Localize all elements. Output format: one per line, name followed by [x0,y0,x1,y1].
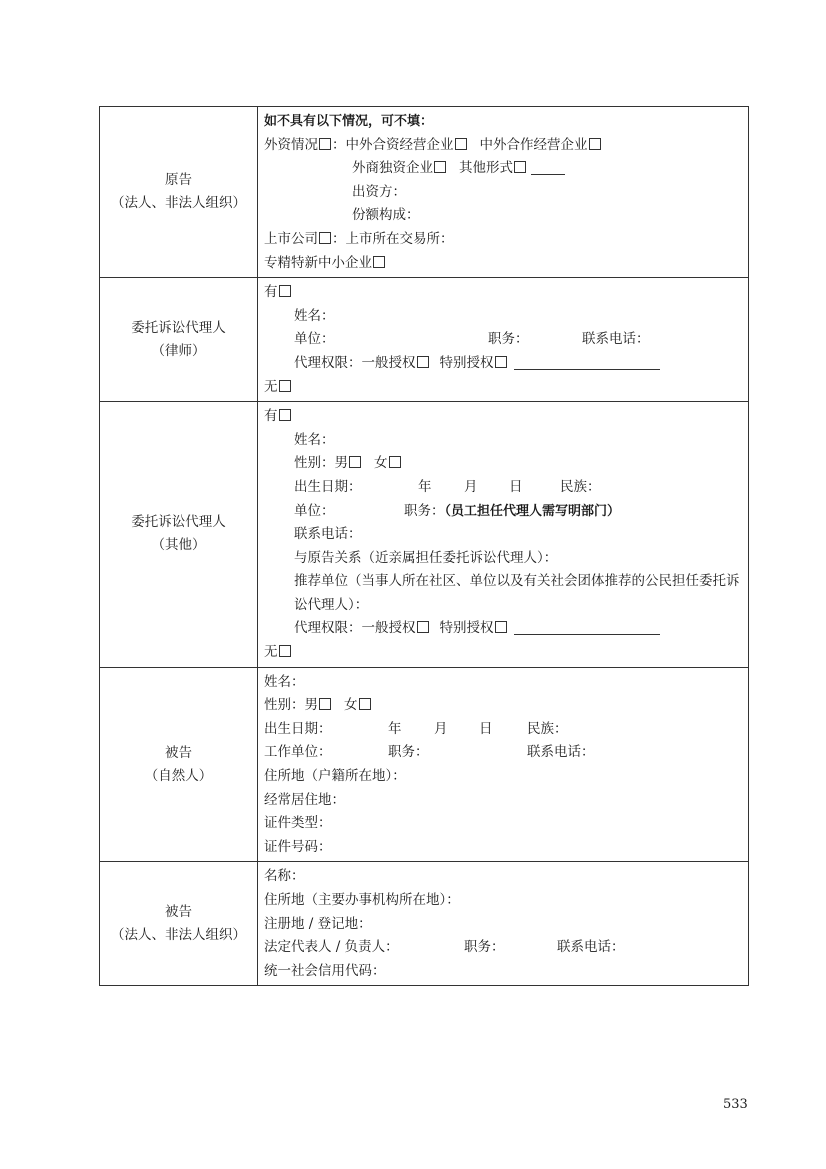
label-defendant-person [100,667,258,862]
listed-exchange-label: ：上市所在交易所： [332,230,454,247]
legal-rep-line [264,936,742,960]
gender-line [264,452,742,476]
checkbox-special-authority[interactable] [495,621,507,633]
special-authority-blank[interactable] [514,355,660,370]
birth-field: 出生日期： [294,478,362,495]
cooperative-label: 中外合作经营企业 [479,136,588,153]
checkbox-wholly-foreign[interactable] [434,161,446,173]
name-field: 姓名： [294,431,335,448]
label-sub: （法人、非法人组织） [111,195,246,212]
checkbox-sme[interactable] [373,256,385,268]
year-label: 年 [388,720,402,737]
content-plaintiff-org [258,107,749,278]
ethnic-field: 民族： [560,478,601,495]
foreign-capital-line [264,134,742,158]
authority-line [264,352,742,376]
checkbox-yes[interactable] [279,409,291,421]
label-sub: （法人、非法人组织） [111,926,246,943]
position-field: 职务： [464,939,505,956]
label-main: 委托诉讼代理人 [131,514,226,531]
id-type-field: 证件类型： [264,815,332,832]
listed-label: 上市公司 [264,230,318,247]
birth-line [264,718,742,742]
position-field: 职务： [388,744,429,761]
checkbox-other-form[interactable] [514,161,526,173]
label-agent-other [100,402,258,668]
phone-field: 联系电话： [294,526,362,543]
org-name-field: 名称： [264,868,305,885]
checkbox-no[interactable] [279,645,291,657]
no-agent-line [264,641,742,665]
month-label: 月 [434,720,448,737]
id-number-field: 证件号码： [264,838,332,855]
row-defendant-person [100,667,749,862]
wholly-foreign-label: 外商独资企业 [352,160,433,177]
special-authority-blank[interactable] [514,620,660,635]
row-defendant-org [100,862,749,986]
has-agent-line [264,281,742,305]
checkbox-male[interactable] [349,456,361,468]
no-label: 无 [264,378,278,395]
name-field: 姓名： [294,307,335,324]
authority-line [264,617,742,641]
year-label: 年 [418,478,432,495]
phone-field: 联系电话： [527,744,595,761]
checkbox-general-authority[interactable] [417,356,429,368]
unit-field: 单位： [294,502,335,519]
birth-field: 出生日期： [264,720,332,737]
day-label: 日 [479,720,493,737]
foreign-capital-line-2 [264,157,742,181]
birth-line [264,476,742,500]
domicile-field: 住所地（户籍所在地）： [264,768,406,785]
work-unit-field: 工作单位： [264,744,332,761]
position-field: 职务： [404,502,445,519]
label-main: 原告 [165,172,192,189]
general-authority-label: 代理权限：一般授权 [294,354,416,371]
position-note: （员工担任代理人需写明部门） [444,503,621,519]
content-defendant-person [258,667,749,862]
checkbox-female[interactable] [389,456,401,468]
joint-venture-label: ：中外合资经营企业 [332,136,454,153]
label-agent-lawyer [100,278,258,402]
row-plaintiff-org [100,107,749,278]
female-label: 女 [344,697,358,714]
position-field: 职务： [488,331,529,348]
other-form-blank[interactable] [531,160,565,175]
label-main: 委托诉讼代理人 [131,319,226,336]
unit-line [264,500,742,524]
ethnic-field: 民族： [527,720,568,737]
checkbox-special-authority[interactable] [495,356,507,368]
day-label: 日 [509,478,523,495]
name-field: 姓名： [264,673,305,690]
page-number: 533 [723,1097,748,1112]
complaint-form-table [99,106,749,986]
other-form-label: 其他形式 [459,160,513,177]
work-line [264,741,742,765]
special-authority-label: 特别授权 [439,354,494,371]
checkbox-no[interactable] [279,380,291,392]
label-sub: （自然人） [144,767,213,784]
checkbox-foreign[interactable] [319,138,331,150]
checkbox-general-authority[interactable] [417,621,429,633]
row-agent-lawyer [100,278,749,402]
phone-field: 联系电话： [557,939,625,956]
sme-line [264,252,742,276]
foreign-capital-label: 外资情况 [264,136,318,153]
registered-field: 注册地 / 登记地： [264,915,372,932]
share-field: 份额构成： [352,207,420,224]
sme-label: 专精特新中小企业 [264,254,372,271]
no-agent-line [264,376,742,400]
unit-line [264,328,742,352]
special-authority-label: 特别授权 [439,620,494,637]
label-sub: （其他） [151,537,206,554]
month-label: 月 [464,478,478,495]
phone-field: 联系电话： [582,331,650,348]
content-agent-other [258,402,749,668]
label-sub: （律师） [151,342,206,359]
label-defendant-org [100,862,258,986]
gender-line [264,694,742,718]
investor-field: 出资方： [352,183,406,200]
fill-note: 如不具有以下情况，可不填： [264,114,434,129]
male-label: 性别：男 [294,455,348,472]
label-plaintiff-org [100,107,258,278]
checkbox-joint-venture[interactable] [455,138,467,150]
has-agent-line [264,405,742,429]
yes-label: 有 [264,284,278,301]
row-agent-other [100,402,749,668]
male-label: 性别：男 [264,697,318,714]
general-authority-label: 代理权限：一般授权 [294,620,416,637]
label-main: 被告 [165,903,192,920]
content-agent-lawyer [258,278,749,402]
unit-field: 单位： [294,331,335,348]
yes-label: 有 [264,408,278,425]
position-group [404,500,620,524]
domicile-field: 住所地（主要办事机构所在地）： [264,892,460,908]
residence-field: 经常居住地： [264,791,345,808]
checkbox-male[interactable] [319,698,331,710]
listed-line [264,228,742,252]
label-main: 被告 [165,744,192,761]
checkbox-listed[interactable] [319,232,331,244]
relation-field: 与原告关系（近亲属担任委托诉讼代理人）： [294,549,558,566]
checkbox-cooperative[interactable] [589,138,601,150]
legal-rep-field: 法定代表人 / 负责人： [264,939,399,956]
credit-code-field: 统一社会信用代码： [264,962,386,979]
content-defendant-org [258,862,749,986]
recommend-field: 推荐单位（当事人所在社区、单位以及有关社会团体推荐的公民担任委托诉讼代理人）： [294,573,740,613]
checkbox-female[interactable] [359,698,371,710]
no-label: 无 [264,644,278,661]
checkbox-yes[interactable] [279,285,291,297]
female-label: 女 [374,455,388,472]
